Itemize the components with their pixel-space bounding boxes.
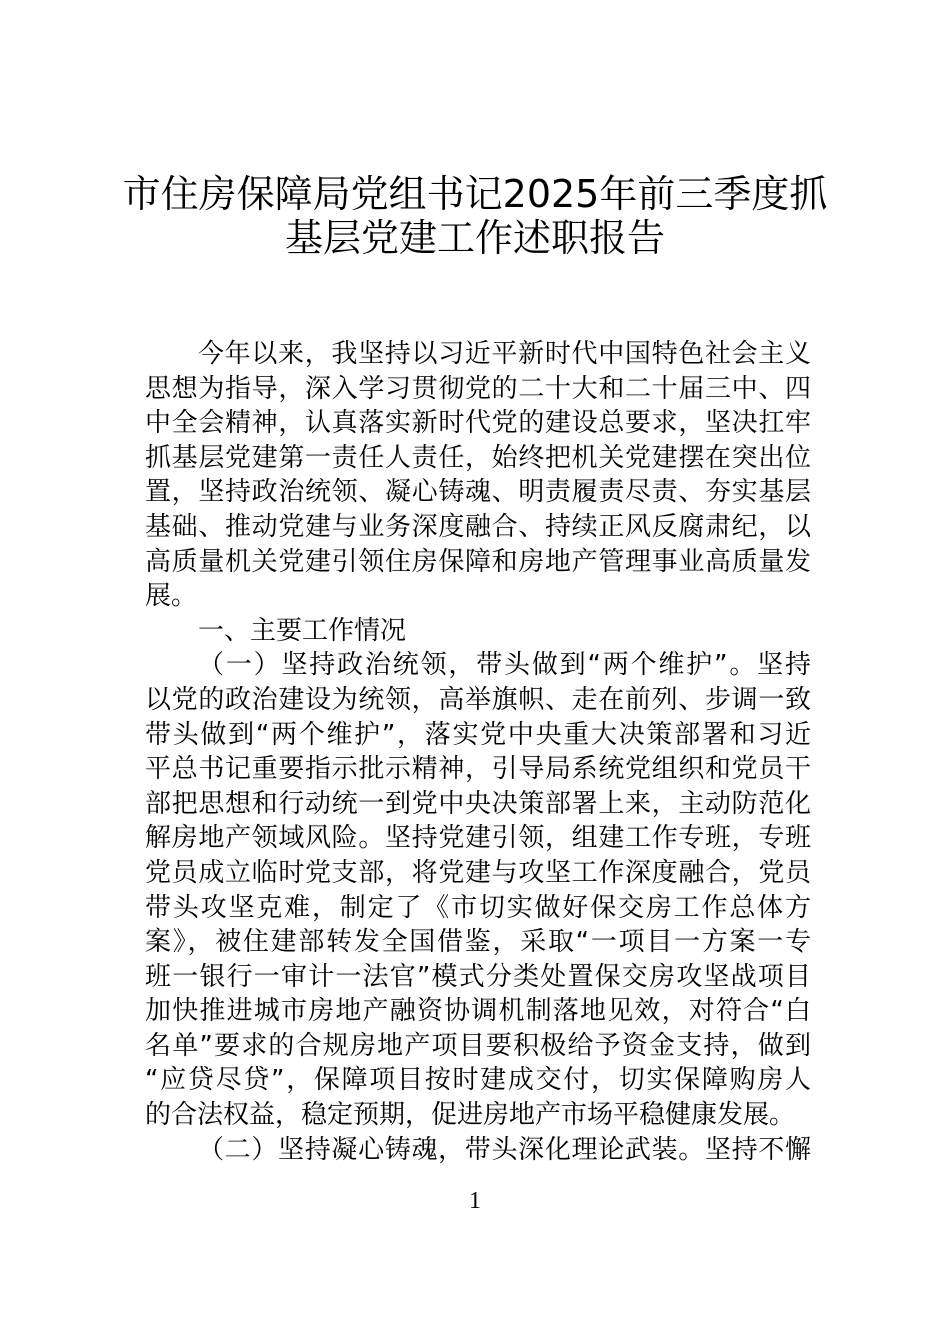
text-line: 以党的政治建设为统领，高举旗帜、走在前列、步调一致 bbox=[145, 684, 811, 715]
text-line: 置，坚持政治统领、凝心铸魂、明责履责尽责、夯实基层 bbox=[145, 477, 811, 508]
text-line: 中全会精神，认真落实新时代党的建设总要求，坚决扛牢 bbox=[145, 408, 811, 439]
paragraph bbox=[145, 648, 811, 1132]
page-number: 1 bbox=[469, 1188, 481, 1214]
paragraph bbox=[145, 1133, 811, 1168]
text-line: 的合法权益，稳定预期，促进房地产市场平稳健康发展。 bbox=[145, 1100, 796, 1131]
text-line: 一、主要工作情况 bbox=[198, 615, 407, 646]
text-line: （二）坚持凝心铸魂，带头深化理论武装。坚持不懈 bbox=[198, 1134, 811, 1165]
text-line: 展。 bbox=[145, 581, 198, 612]
document-title-line-1: 市住房保障局党组书记2025年前三季度抓 bbox=[122, 172, 828, 216]
text-line: 抓基层党建第一责任人责任，始终把机关党建摆在突出位 bbox=[145, 442, 811, 473]
text-line: 加快推进城市房地产融资协调机制落地见效，对符合“白 bbox=[145, 996, 811, 1027]
paragraph bbox=[145, 614, 811, 649]
text-line: 部把思想和行动统一到党中央决策部署上来，主动防范化 bbox=[145, 788, 811, 819]
text-line: 今年以来，我坚持以习近平新时代中国特色社会主义 bbox=[198, 339, 811, 369]
text-line: 名单”要求的合规房地产项目要积极给予资金支持，做到 bbox=[145, 1030, 811, 1061]
text-line: 带头攻坚克难，制定了《市切实做好保交房工作总体方 bbox=[145, 892, 811, 923]
text-line: 班一银行一审计一法官”模式分类处置保交房攻坚战项目 bbox=[145, 961, 811, 992]
paragraph bbox=[145, 337, 811, 614]
document-title-line-2: 基层党建工作述职报告 bbox=[284, 216, 665, 260]
text-line: （一）坚持政治统领，带头做到“两个维护”。坚持 bbox=[198, 650, 811, 681]
document-body bbox=[145, 337, 811, 1167]
text-line: “应贷尽贷”，保障项目按时建成交付，切实保障购房人 bbox=[145, 1065, 811, 1096]
text-line: 平总书记重要指示批示精神，引导局系统党组织和党员干 bbox=[145, 754, 811, 785]
text-line: 党员成立临时党支部，将党建与攻坚工作深度融合，党员 bbox=[145, 857, 811, 888]
text-line: 案》，被住建部转发全国借鉴，采取“一项目一方案一专 bbox=[145, 927, 811, 958]
text-line: 思想为指导，深入学习贯彻党的二十大和二十届三中、四 bbox=[145, 373, 811, 404]
text-line: 基础、推动党建与业务深度融合、持续正风反腐肃纪，以 bbox=[145, 511, 811, 542]
text-line: 解房地产领域风险。坚持党建引领，组建工作专班，专班 bbox=[145, 823, 811, 854]
text-line: 带头做到“两个维护”，落实党中央重大决策部署和习近 bbox=[145, 719, 811, 750]
text-line: 高质量机关党建引领住房保障和房地产管理事业高质量发 bbox=[145, 546, 811, 577]
